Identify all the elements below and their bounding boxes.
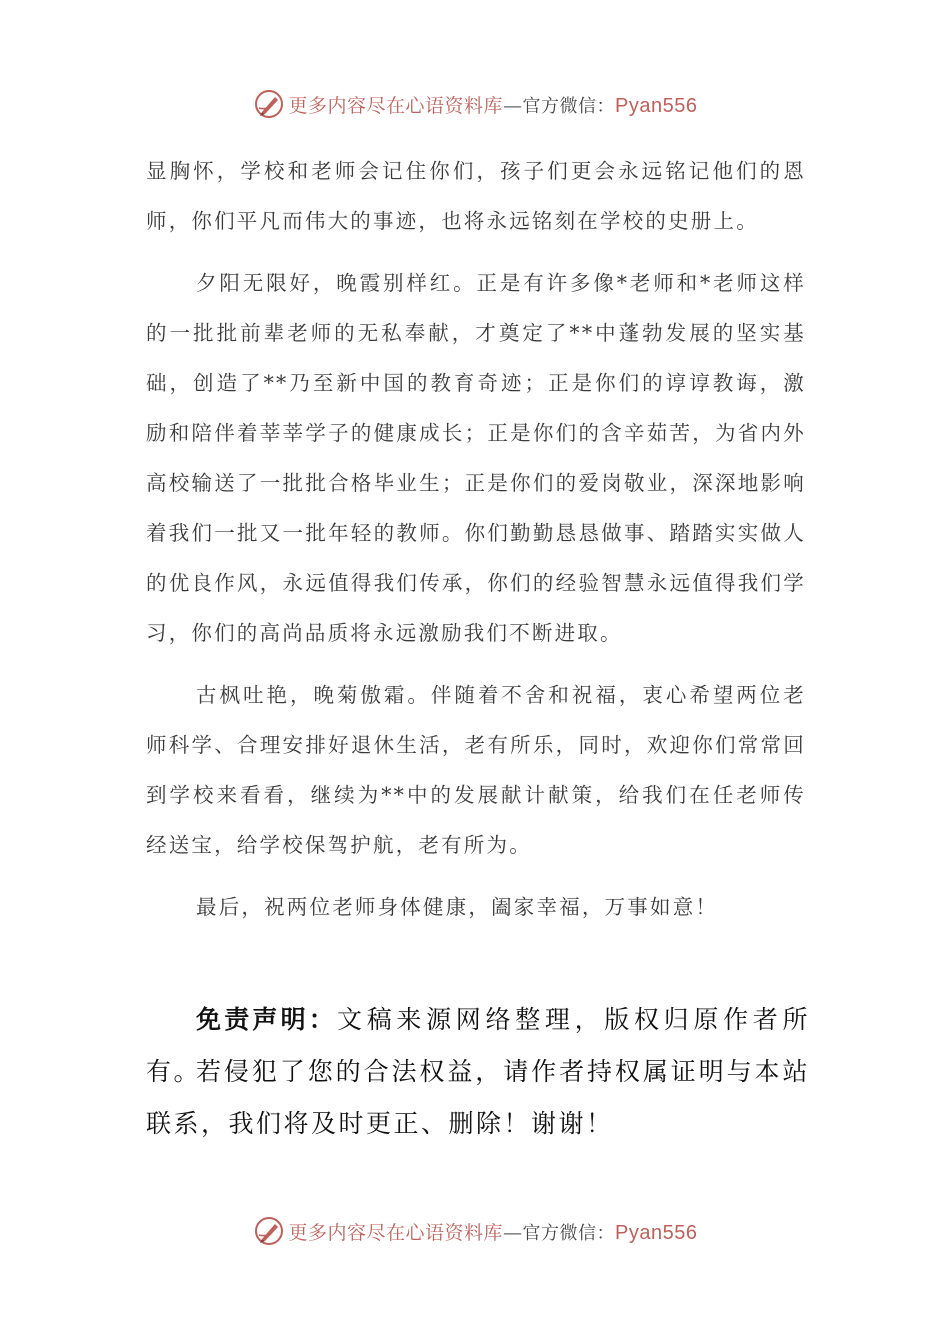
- footer-banner-text: [289, 1218, 698, 1245]
- pen-logo-icon: [253, 1215, 285, 1247]
- footer-dash: —: [503, 1221, 523, 1244]
- paragraph-4: 最后，祝两位老师身体健康，阖家幸福，万事如意！: [196, 895, 719, 919]
- disclaimer-line-2: 若侵犯了您的合法权益，请作者持权属证明与本站联系，我们将及时更正、删除！谢谢！: [146, 1057, 810, 1138]
- footer-site-name: 更多内容尽在心语资料库: [288, 1221, 504, 1244]
- header-banner: [0, 84, 950, 124]
- pen-logo-icon: [253, 88, 285, 120]
- header-wechat-id: Pyan556: [615, 94, 698, 117]
- header-banner-text: [289, 91, 698, 118]
- disclaimer-text-1: 文稿来源网络整理，版权归原作者所有。: [146, 1005, 810, 1086]
- footer-wechat-id: Pyan556: [615, 1221, 698, 1244]
- header-dash: —: [503, 94, 523, 117]
- paragraph-1: 显胸怀，学校和老师会记住你们，孩子们更会永远铭记他们的恩师，你们平凡而伟大的事迹，也将永远铭刻在学校的史册上。: [146, 159, 806, 233]
- header-wechat-label: 官方微信：: [522, 95, 616, 117]
- footer-banner: [0, 1211, 950, 1251]
- paragraph-3: 古枫吐艳，晚菊傲霜。伴随着不舍和祝福，衷心希望两位老师科学、合理安排好退休生活，老有所乐，同时，欢迎你们常常回到学校来看看，继续为**中的发展献计献策，给我们在任老师传经送宝，给学校保驾护航，老有所为。: [146, 683, 806, 857]
- footer-wechat-label: 官方微信：: [522, 1222, 616, 1244]
- disclaimer-label: 免责声明：: [196, 1005, 337, 1034]
- paragraph-2: 夕阳无限好，晚霞别样红。正是有许多像*老师和*老师这样的一批批前辈老师的无私奉献，才奠定了**中蓬勃发展的坚实基础，创造了**乃至新中国的教育奇迹；正是你们的谆谆教诲，激励和陪伴着莘莘学子的健康成长；正是你们的含辛茹苦，为省内外高校输送了一批批合格毕业生；正是你们的爱岗敬业，深深地影响着我们一批又一批年轻的教师。你们勤勤恳恳做事、踏踏实实做人的优良作风，永远值得我们传承，你们的经验智慧永远值得我们学习，你们的高尚品质将永远激励我们不断进取。: [146, 271, 806, 645]
- header-site-name: 更多内容尽在心语资料库: [288, 94, 504, 117]
